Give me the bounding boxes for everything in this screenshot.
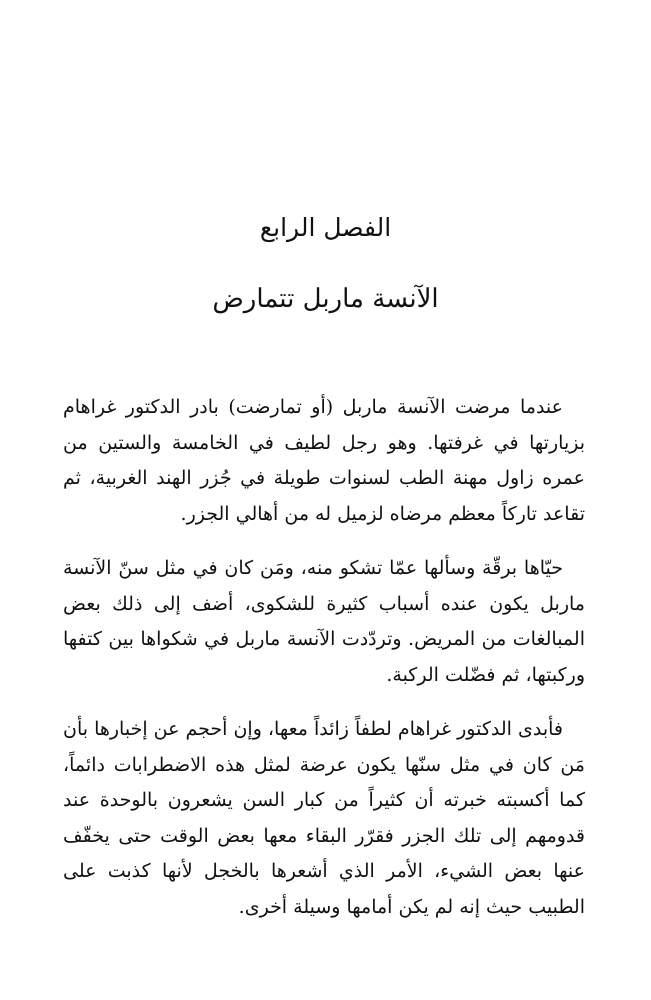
body-text <box>63 390 585 944</box>
chapter-subtitle: الآنسة ماربل تتمارض <box>212 284 439 314</box>
chapter-title: الفصل الرابع <box>259 213 392 242</box>
paragraph-3: فأبدى الدكتور غراهام لطفاً زائداً معها، وإن أحجم عن إخبارها بأن مَن كان في مثل سنّها يكون عرضة لمثل هذه الاضطرابات دائماً، كما أكسبته خبرته أن كثيراً من كبار السن يشعرون بالوحدة عند قدومهم إلى تلك الجزر فقرّر البقاء معها بعض الوقت حتى يخفّف عنها بعض الشيء، الأمر الذي أشعرها بالخجل لأنها كذبت على الطبيب حيث إنه لم يكن أمامها وسيلة أخرى. <box>63 718 585 918</box>
paragraph-2: حيّاها برقّة وسألها عمّا تشكو منه، ومَن كان في مثل سنّ الآنسة ماربل يكون عنده أسباب كثيرة للشكوى، أضف إلى ذلك بعض المبالغات من المريض. وتردّدت الآنسة ماربل في شكواها بين كتفها وركبتها، ثم فضّلت الركبة. <box>63 557 585 686</box>
paragraph-1: عندما مرضت الآنسة ماربل (أو تمارضت) بادر الدكتور غراهام بزيارتها في غرفتها. وهو رجل لطيف في الخامسة والستين من عمره زاول مهنة الطب لسنوات طويلة في جُزر الهند الغربية، ثم تقاعد تاركاً معظم مرضاه لزميل له من أهالي الجزر. <box>63 396 585 525</box>
